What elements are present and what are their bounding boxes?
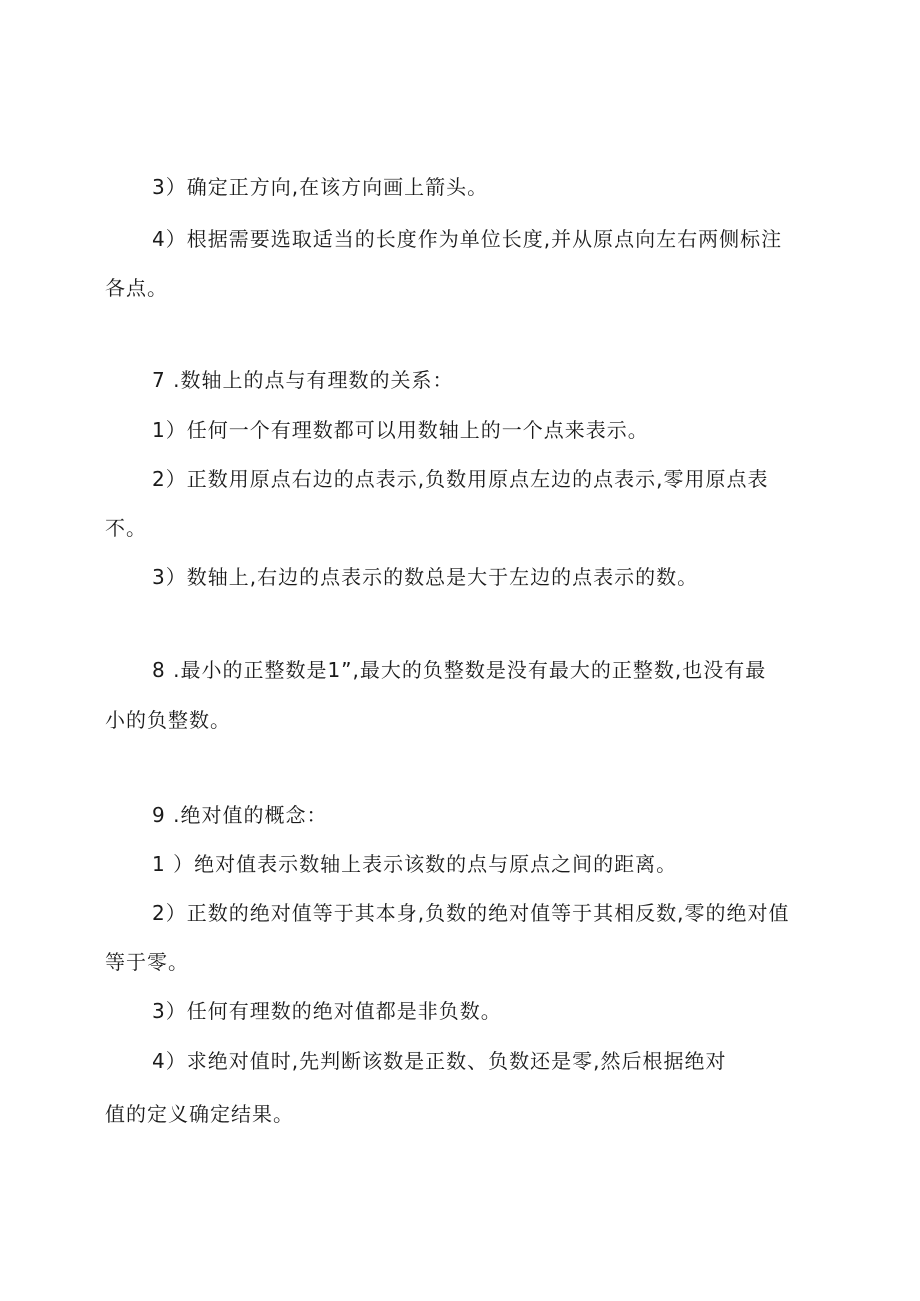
s9-item-2-line-1: 2）正数的绝对值等于其本身,负数的绝对值等于其相反数,零的绝对值 <box>152 901 790 925</box>
s6-item-4-line-2: 各点。 <box>105 276 168 300</box>
s9-item-4-line-2: 值的定义确定结果。 <box>105 1102 294 1126</box>
s7-item-1: 1）任何一个有理数都可以用数轴上的一个点来表示。 <box>152 418 649 442</box>
s9-item-3: 3）任何有理数的绝对值都是非负数。 <box>152 999 502 1023</box>
s9-item-1: 1 ）绝对值表示数轴上表示该数的点与原点之间的距离。 <box>152 852 678 876</box>
s8-line-1: 8 .最小的正整数是1”,最大的负整数是没有最大的正整数,也没有最 <box>152 658 767 682</box>
s7-item-2-line-1: 2）正数用原点右边的点表示,负数用原点左边的点表示,零用原点表 <box>152 467 769 491</box>
s9-heading: 9 .绝对值的概念： <box>152 803 328 827</box>
s6-item-3: 3）确定正方向,在该方向画上箭头。 <box>152 175 489 199</box>
s7-item-2-line-2: 不。 <box>105 516 147 540</box>
s7-item-3: 3）数轴上,右边的点表示的数总是大于左边的点表示的数。 <box>152 565 699 589</box>
s6-item-4-line-1: 4）根据需要选取适当的长度作为单位长度,并从原点向左右两侧标注 <box>152 227 783 251</box>
s9-item-4-line-1: 4）求绝对值时,先判断该数是正数、负数还是零,然后根据绝对 <box>152 1049 727 1073</box>
s7-heading: 7 .数轴上的点与有理数的关系： <box>152 368 454 392</box>
s8-line-2: 小的负整数。 <box>105 708 231 732</box>
s9-item-2-line-2: 等于零。 <box>105 950 189 974</box>
